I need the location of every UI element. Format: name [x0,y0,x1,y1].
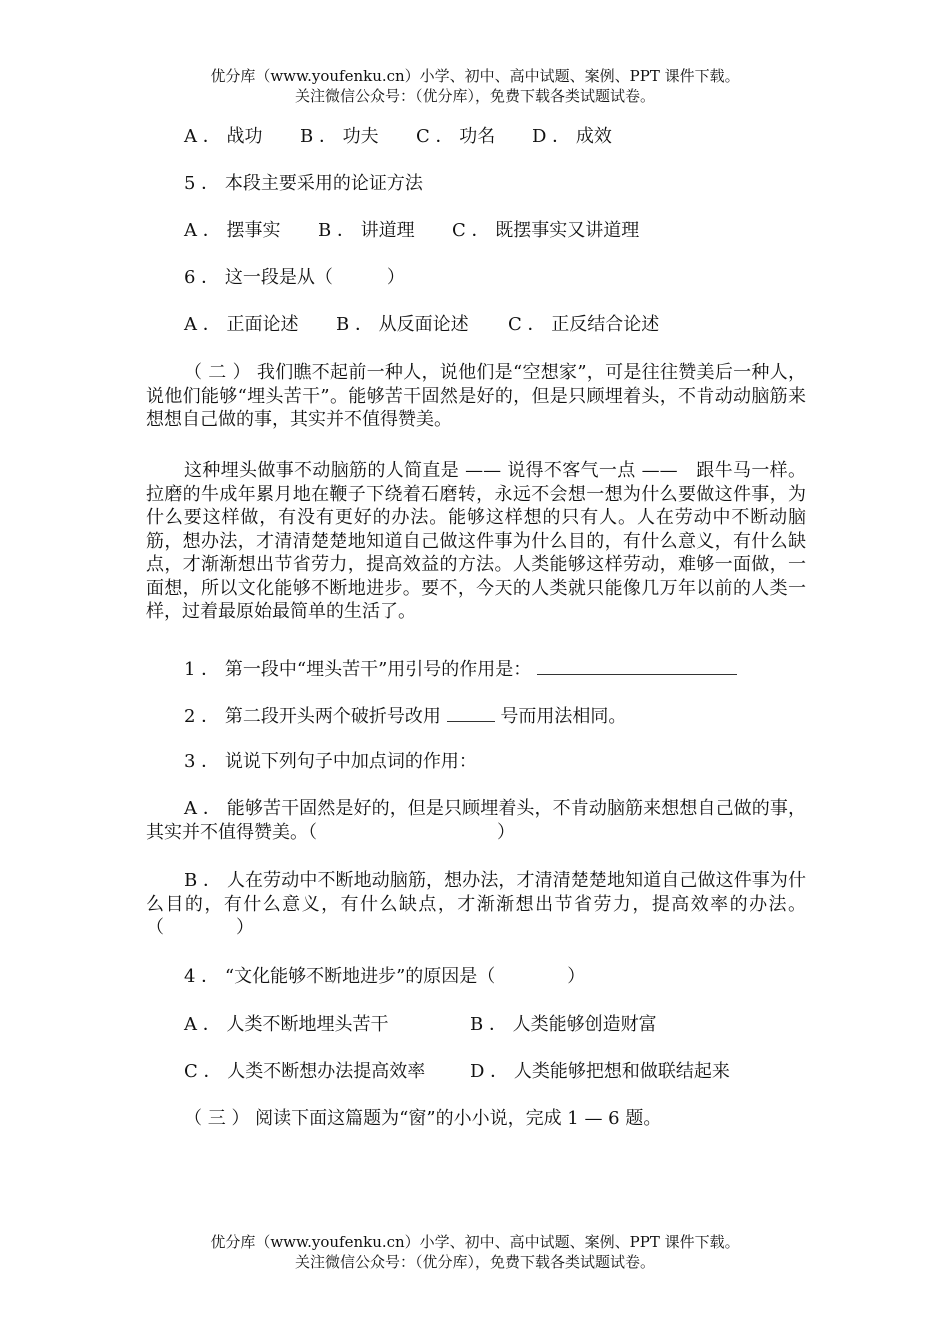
page-header [0,66,950,106]
s2-q2-text-before: 2 ． 第二段开头两个破折号改用 [184,706,441,727]
option-c: C ． 正反结合论述 [508,314,660,335]
option-b: B ． 功夫 [300,126,379,147]
page-footer [0,1232,950,1272]
section3-intro: （ 三 ） 阅读下面这篇题为“窗”的小小说，完成 1 — 6 题。 [184,1108,662,1129]
s2-q2-text-after: 号而用法相同。 [500,706,627,727]
s2-q3-a: A ． 能够苦干固然是好的，但是只顾埋着头，不肯动脑筋来想想自己做的事，其实并不值得赞美。（ ） [146,798,806,843]
footer-line-1: 优分库（www.youfenku.cn）小学、初中、高中试题、案例、PPT 课件下载。 [210,1233,740,1251]
option-c: C ． 人类不断想办法提高效率 [184,1061,426,1082]
s2-q4-options-row-2 [184,1060,730,1084]
answer-blank[interactable] [537,656,737,675]
q5-question: 5 ． 本段主要采用的论证方法 [184,173,423,194]
section2-paragraph-2: 这种埋头做事不动脑筋的人简直是 —— 说得不客气一点 —— 跟牛马一样。拉磨的牛成年累月地在鞭子下绕着石磨转，永远不会想一想为什么要做这件事，为什么要这样做，有没有更好的办法。能够这样想的只有人。人在劳动中不断动脑筋，想办法，才清清楚楚地知道自己做这件事为什么目的，有什么意义，有什么缺点，才渐渐想出节省劳力，提高效益的方法。人类能够这样劳动，难够一面做，一面想，所以文化能够不断地进步。要不，今天的人类就只能像几万年以前的人类一样，过着最原始最简单的生活了。 [146,460,806,622]
q6-option-row [184,313,659,337]
q4-option-row [184,125,612,149]
option-d: D ． 人类能够把想和做联结起来 [470,1061,730,1082]
header-line-1: 优分库（www.youfenku.cn）小学、初中、高中试题、案例、PPT 课件下载。 [210,67,740,85]
answer-blank[interactable] [447,703,495,722]
footer-line-2: 关注微信公众号：（优分库），免费下载各类试题试卷。 [294,1253,655,1271]
q5-option-row [184,219,639,243]
q6-question: 6 ． 这一段是从（ ） [184,267,405,288]
s2-q1 [184,656,737,682]
s2-q3: 3 ． 说说下列句子中加点词的作用： [184,751,477,772]
s2-q2 [184,703,626,729]
s2-q4-options-row-1 [184,1013,657,1037]
option-b: B ． 人类能够创造财富 [470,1014,657,1035]
header-line-2: 关注微信公众号：（优分库），免费下载各类试题试卷。 [294,87,655,105]
option-d: D ． 成效 [532,126,612,147]
s2-q3-b: B ． 人在劳动中不断地动脑筋，想办法，才清清楚楚地知道自己做这件事为什么目的，有什么意义，有什么缺点，才渐渐想出节省劳力，提高效率的办法。（ ） [146,870,806,938]
option-a: A ． 摆事实 [184,220,281,241]
s2-q4: 4 ． “文化能够不断地进步”的原因是（ ） [184,966,586,987]
section2-paragraph-1: （ 二 ） 我们瞧不起前一种人，说他们是“空想家”，可是往往赞美后一种人，说他们能够“埋头苦干”。能够苦干固然是好的，但是只顾埋着头，不肯动动脑筋来想想自己做的事，其实并不值得赞美。 [146,362,806,430]
option-c: C ． 功名 [416,126,496,147]
option-b: B ． 讲道理 [318,220,415,241]
option-a: A ． 正面论述 [184,314,299,335]
s2-q1-text: 1 ． 第一段中“埋头苦干”用引号的作用是： [184,659,532,680]
option-b: B ． 从反面论述 [336,314,469,335]
option-a: A ． 人类不断地埋头苦干 [184,1014,389,1035]
option-c: C ． 既摆事实又讲道理 [452,220,640,241]
option-a: A ． 战功 [184,126,263,147]
